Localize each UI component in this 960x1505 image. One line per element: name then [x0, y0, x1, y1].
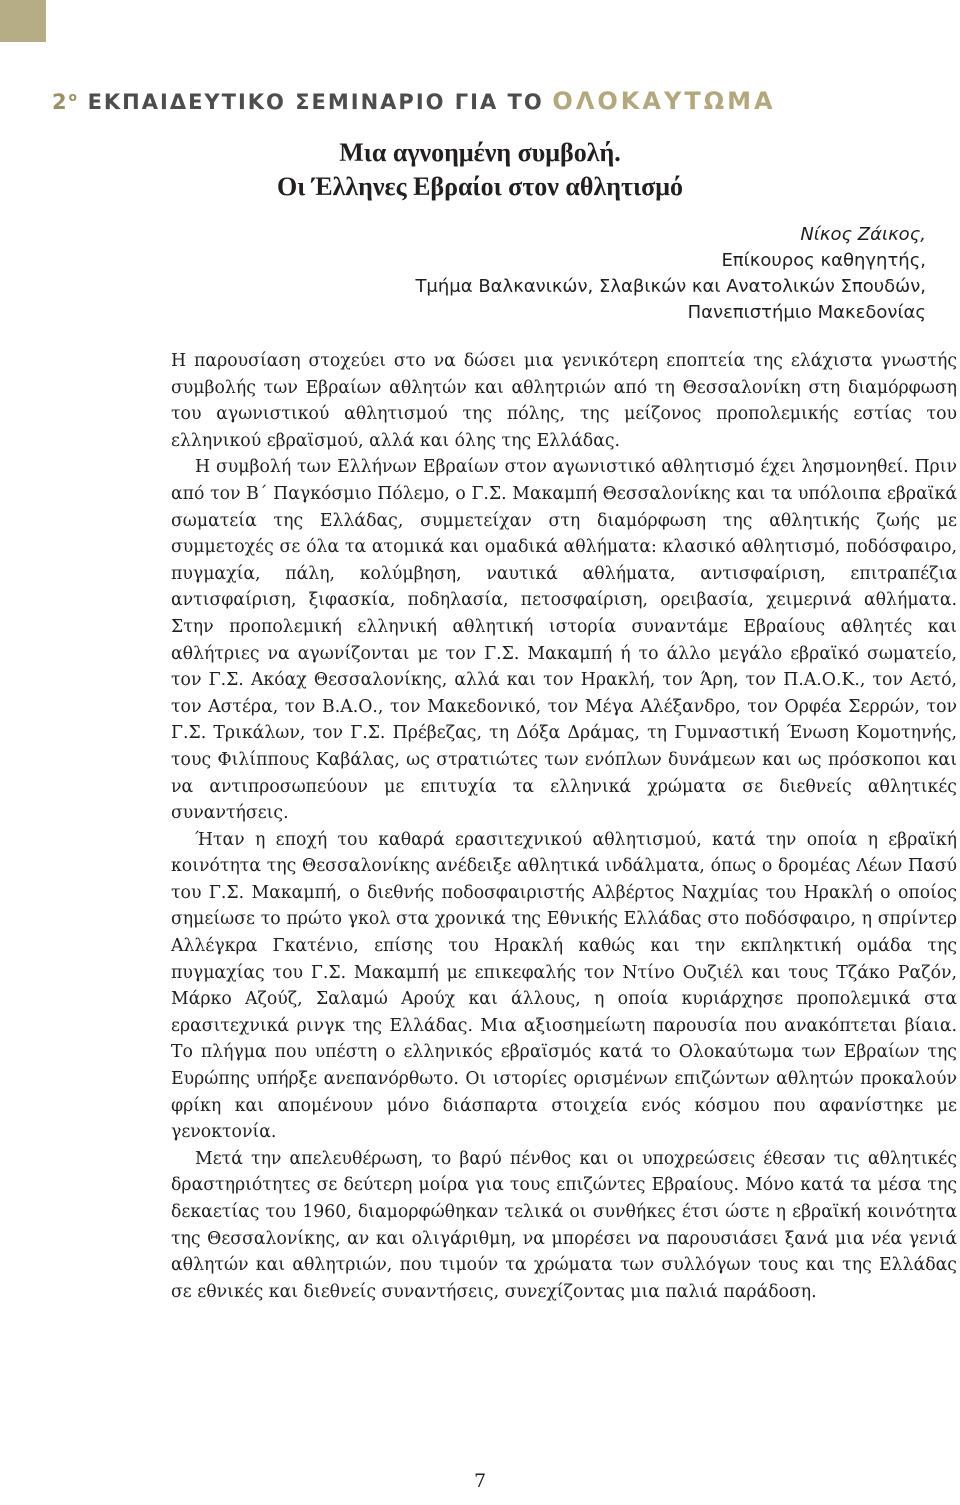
series-number: $2^o$: [52, 90, 79, 114]
article-body: [171, 348, 957, 1305]
paragraph-3: Ήταν η εποχή του καθαρά ερασιτεχνικού αθλητισμού, κατά την οποία η εβραϊκή κοινότητα της Θεσσαλονίκης ανέδειξε αθλητικά ινδάλματα, όπως ο δρομέας Λέων Πασύ του Γ.Σ. Μακαμπή, ο διεθνής ποδοσφαιριστής Αλβέρτος Ναχμίας του Ηρακλή ο οποίος σημείωσε το πρώτο γκολ στα χρονικά της Εθνικής Ελλάδας στο ποδόσφαιρο, η σπρίντερ Αλλέγκρα Γκατένιο, επίσης του Ηρακλή καθώς και την εκπληκτική ομάδα της πυγμαχίας του Γ.Σ. Μακαμπή με επικεφαλής τον Ντίνο Ουζιέλ και τους Τζάκο Ραζόν, Μάρκο Αζούζ, Σαλαμώ Αρούχ και άλλους, η οποία κυριάρχησε προπολεμικά στα ερασιτεχνικά ρινγκ της Ελλάδας. Μια αξιοσημείωτη παρουσία που ανακόπτεται βίαια. Το πλήγμα που υπέστη ο ελληνικός εβραϊσμός κατά το Ολοκαύτωμα των Εβραίων της Ευρώπης υπήρξε ανεπανόρθωτο. Οι ιστορίες ορισμένων επιζώντων αθλητών προκαλούν φρίκη και απομένουν μόνο διάσπαρτα στοιχεία ενός κόσμου που αφανίστηκε με γενοκτονία.: [171, 829, 957, 1143]
page-number: 7: [473, 1470, 487, 1492]
paragraph-4: Μετά την απελευθέρωση, το βαρύ πένθος και οι υποχρεώσεις έθεσαν τις αθλητικές δραστηριότητες σε δεύτερη μοίρα για τους επιζώντες Εβραίους. Μόνο κατά τα μέσα της δεκαετίας του 1960, διαμορφώθηκαν τελικά οι συνθήκες έτσι ώστε η εβραϊκή κοινότητα της Θεσσαλονίκης, αν και ολιγάριθμη, να μπορέσει να παρουσιάσει ξανά μια νέα γενιά αθλητών και αθλητριών, που τιμούν τα χρώματα των συλλόγων τους και της Ελλάδας σε εθνικές και διεθνείς συναντήσεις, συνεχίζοντας μια παλιά παράδοση.: [171, 1148, 957, 1302]
corner-accent-tab: [0, 0, 46, 42]
paragraph-1: Η παρουσίαση στοχεύει στο να δώσει μια γενικότερη εποπτεία της ελάχιστα γνωστής συμβολής των Εβραίων αθλητών και αθλητριών από τη Θεσσαλονίκη στη διαμόρφωση του αγωνιστικού αθλητισμού της πόλης, της μείζονος προπολεμικής εστίας του ελληνικού εβραϊσμού, αλλά και όλης της Ελλάδας.: [171, 351, 957, 451]
series-header: [52, 82, 776, 117]
author-department: Τμήμα Βαλκανικών, Σλαβικών και Ανατολικών Σπουδών,: [415, 276, 926, 297]
author-role: Επίκουρος καθηγητής,: [721, 250, 926, 271]
series-accent-title: ΟΛΟΚΑΥΤΩΜΑ: [552, 87, 776, 115]
paragraph-2: Η συμβολή των Ελλήνων Εβραίων στον αγωνιστικό αθλητισμό έχει λησμονηθεί. Πριν από τον Β΄ Παγκόσμιο Πόλεμο, ο Γ.Σ. Μακαμπή Θεσσαλονίκης και τα υπόλοιπα εβραϊκά σωματεία της Ελλάδας, συμμετείχαν στη διαμόρφωση της αθλητικής ζωής με συμμετοχές σε όλα τα ατομικά και ομαδικά αθλήματα: κλασικό αθλητισμό, ποδόσφαιρο, πυγμαχία, πάλη, κολύμβηση, ναυτικά αθλήματα, αντισφαίριση, επιτραπέζια αντισφαίριση, ξιφασκία, ποδηλασία, πετοσφαίριση, ορειβασία, χειμερινά αθλήματα. Στην προπολεμική ελληνική αθλητική ιστορία συναντάμε Εβραίους αθλητές και αθλήτριες να αγωνίζονται με τον Γ.Σ. Μακαμπή ή το άλλο μεγάλο εβραϊκό σωματείο, τον Γ.Σ. Ακόαχ Θεσσαλονίκης, αλλά και τον Ηρακλή, τον Άρη, τον Π.Α.Ο.Κ., τον Αετό, τον Αστέρα, τον Β.Α.Ο., τον Μακεδονικό, τον Μέγα Αλέξανδρο, τον Ορφέα Σερρών, τον Γ.Σ. Τρικάλων, τον Γ.Σ. Πρέβεζας, τη Δόξα Δράμας, τη Γυμναστική Ένωση Κομοτηνής, τους Φιλίππους Καβάλας, ως στρατιώτες των ενόπλων δυνάμεων και ως πρόσκοποι και να αντιπροσωπεύουν με επιτυχία τα ελληνικά χρώματα σε διεθνείς αθλητικές συναντήσεις.: [171, 457, 957, 824]
article-title-line-1: Μια αγνοημένη συμβολή.: [339, 138, 621, 167]
author-name: Νίκος Ζάικος,: [800, 224, 926, 245]
author-block: [415, 222, 926, 326]
author-university: Πανεπιστήμιο Μακεδονίας: [687, 302, 926, 323]
series-title: ΕΚΠΑΙΔΕΥΤΙΚΟ ΣΕΜΙΝΑΡΙΟ ΓΙΑ ΤΟ: [87, 90, 544, 114]
article-title-line-2: Οι Έλληνες Εβραίοι στον αθλητισμό: [277, 172, 683, 201]
